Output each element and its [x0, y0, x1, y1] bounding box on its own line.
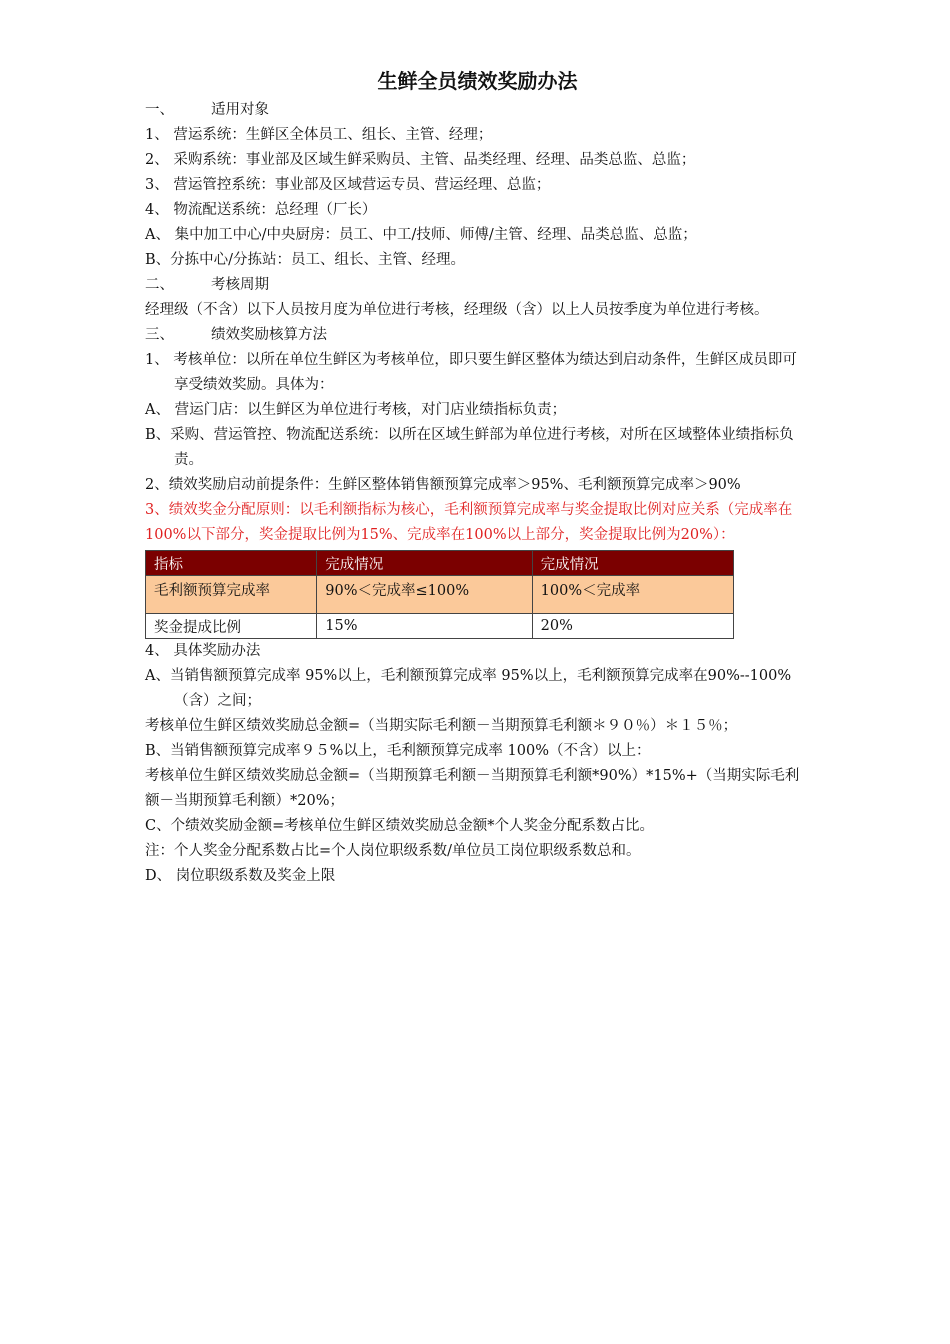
list-item: D、 岗位职级系数及奖金上限	[145, 868, 336, 884]
section-heading-3	[145, 323, 810, 348]
section-label: 绩效奖励核算方法	[211, 327, 327, 343]
section-heading-2	[145, 273, 810, 298]
bonus-ratio-table	[145, 550, 734, 639]
section-heading-4: 4、 具体奖励办法	[145, 643, 261, 659]
list-item: A、 集中加工中心/中央厨房：员工、中工/技师、师傅/主管、经理、品类总监、总监；	[145, 227, 697, 243]
table-row	[146, 614, 734, 639]
formula: 考核单位生鲜区绩效奖励总金额=（当期预算毛利额－当期预算毛利额*90%）*15%+（当期实际毛利额－当期预算毛利额）*20%；	[145, 768, 800, 809]
list-item: 1、 营运系统：生鲜区全体员工、组长、主管、经理；	[145, 127, 493, 143]
table-row	[146, 576, 734, 614]
section-label: 适用对象	[211, 102, 269, 118]
table-header-cell: 指标	[146, 551, 317, 576]
list-item: 1、 考核单位：以所在单位生鲜区为考核单位，即只要生鲜区整体为绩达到启动条件，生鲜区成员即可享受绩效奖励。具体为：	[145, 352, 797, 393]
section-number: 二、	[145, 277, 174, 293]
note: 注：个人奖金分配系数占比=个人岗位职级系数/单位员工岗位职级系数总和。	[145, 843, 641, 859]
section-heading-1	[145, 98, 810, 123]
list-item: A、 营运门店：以生鲜区为单位进行考核，对门店业绩指标负责；	[145, 402, 567, 418]
document-page	[145, 64, 810, 889]
list-item: 2、绩效奖励启动前提条件：生鲜区整体销售额预算完成率＞95%、毛利额预算完成率＞90%	[145, 477, 741, 493]
section-number: 三、	[145, 327, 174, 343]
table-cell: 90%＜完成率≤100%	[317, 576, 532, 614]
paragraph: 经理级（不含）以下人员按月度为单位进行考核，经理级（含）以上人员按季度为单位进行考核。	[145, 302, 769, 318]
list-item: B、采购、营运管控、物流配送系统：以所在区域生鲜部为单位进行考核，对所在区域整体业绩指标负责。	[145, 427, 794, 468]
table-cell: 20%	[532, 614, 733, 639]
table-header-row	[146, 551, 734, 576]
list-item: 2、 采购系统：事业部及区域生鲜采购员、主管、品类经理、经理、品类总监、总监；	[145, 152, 696, 168]
list-item: B、分拣中心/分拣站：员工、组长、主管、经理。	[145, 252, 466, 268]
list-item: C、个绩效奖励金额=考核单位生鲜区绩效奖励总金额*个人奖金分配系数占比。	[145, 818, 654, 834]
section-label: 考核周期	[211, 277, 269, 293]
highlighted-paragraph: 3、绩效奖金分配原则：以毛利额指标为核心，毛利额预算完成率与奖金提取比例对应关系（完成率在100%以下部分，奖金提取比例为15%、完成率在100%以上部分，奖金提取比例为20%）：	[145, 502, 793, 543]
table-cell: 15%	[317, 614, 532, 639]
table-cell: 奖金提成比例	[146, 614, 317, 639]
formula: 考核单位生鲜区绩效奖励总金额=（当期实际毛利额－当期预算毛利额＊９０％）＊１５％；	[145, 718, 738, 734]
section-number: 一、	[145, 102, 174, 118]
table-header-cell: 完成情况	[532, 551, 733, 576]
list-item: B、当销售额预算完成率９５%以上，毛利额预算完成率 100%（不含）以上：	[145, 743, 651, 759]
list-item: A、当销售额预算完成率 95%以上，毛利额预算完成率 95%以上，毛利额预算完成率在90%--100%（含）之间；	[145, 668, 792, 709]
table-header-cell: 完成情况	[317, 551, 532, 576]
document-title: 生鲜全员绩效奖励办法	[377, 69, 578, 93]
list-item: 3、 营运管控系统：事业部及区域营运专员、营运经理、总监；	[145, 177, 551, 193]
list-item: 4、 物流配送系统：总经理（厂长）	[145, 202, 377, 218]
table-cell: 100%＜完成率	[532, 576, 733, 614]
table-cell: 毛利额预算完成率	[146, 576, 317, 614]
